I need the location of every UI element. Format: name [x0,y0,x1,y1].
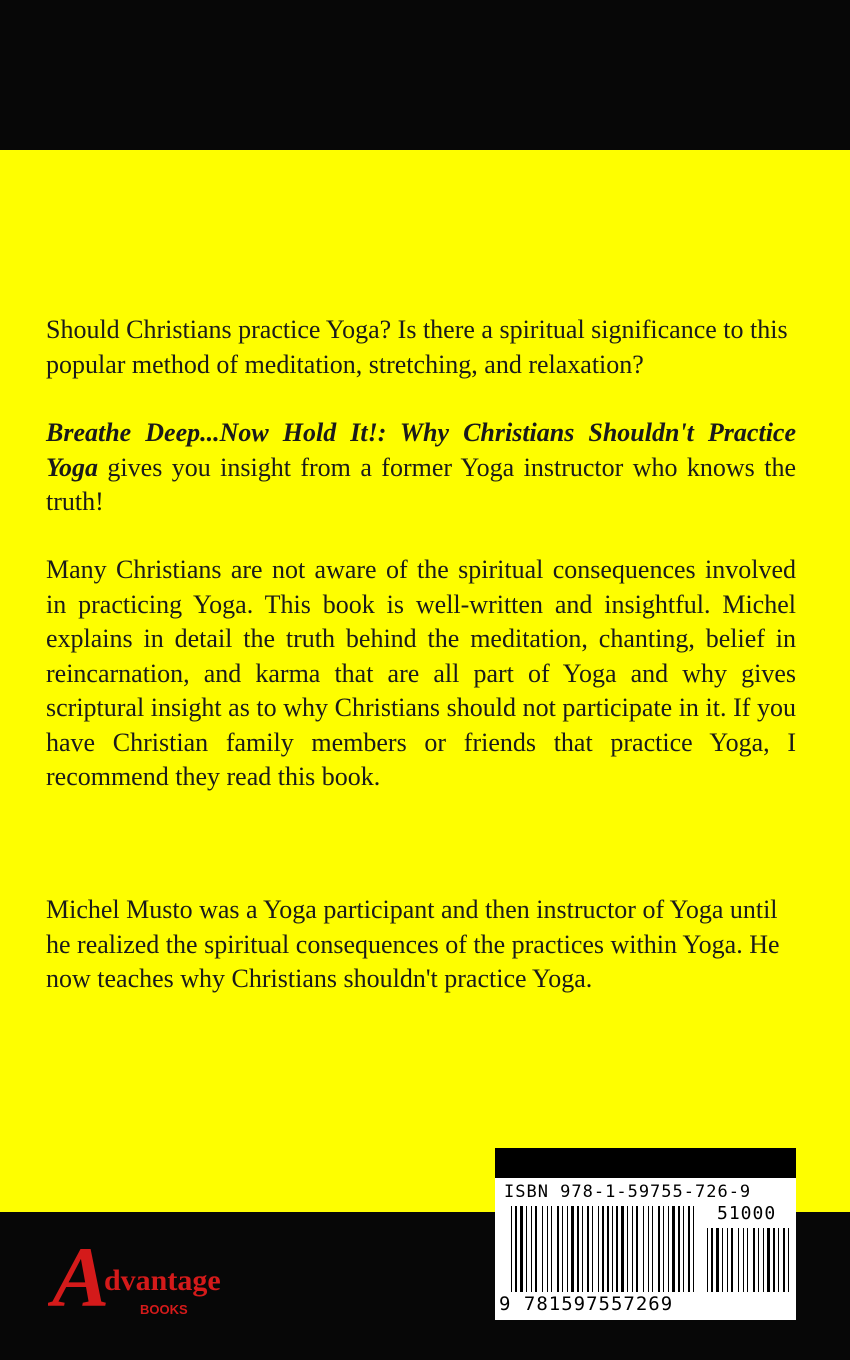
question-paragraph: Should Christians practice Yoga? Is there a spiritual significance to this popular method of meditation, stretching, and relaxation? [46,315,788,379]
barcode-bar [577,1206,579,1292]
top-black-band [0,0,850,150]
barcode-bar [547,1206,548,1292]
publisher-logo [48,1226,248,1320]
barcode-bar [722,1228,723,1292]
barcode-bar [531,1206,532,1292]
addon-barcode [707,1228,791,1292]
review-paragraph: Many Christians are not aware of the spiritual consequences involved in practicing Yoga. This book is well-written and insightful. Michel explains in detail the truth behind the meditation, chanting, belief in reincarnation, and karma that are all part of Yoga and why gives scriptural insight as to why Christians should not participate in it. If you have Christian family members or friends that practice Yoga, I recommend they read this book. [46,555,796,791]
barcode-bar [716,1228,719,1292]
barcode-bar [693,1206,694,1292]
barcode-bar [767,1228,770,1292]
barcode-bar [602,1206,604,1292]
price-code: 51000 [717,1203,777,1224]
barcode-bar [707,1228,708,1292]
logo-letter: A [52,1229,110,1320]
barcode-bar [668,1206,669,1292]
ean-first-digit: 9 [499,1293,512,1315]
barcode-bar [562,1206,563,1292]
barcode-bar [763,1228,764,1292]
isbn-label: ISBN 978-1-59755-726-9 [504,1182,752,1202]
barcode-bar [652,1206,653,1292]
barcode-bar [672,1206,675,1292]
barcode-bar [520,1206,523,1292]
ean-barcode [511,1206,699,1292]
barcode-bar [621,1206,624,1292]
barcode-top-bar [495,1148,796,1178]
barcode-bar [526,1206,527,1292]
barcode-bar [643,1206,644,1292]
barcode-bar [616,1206,618,1292]
barcode-bar [711,1228,713,1292]
barcode-bar [571,1206,574,1292]
barcode-bar [688,1206,690,1292]
logo-sub: BOOKS [140,1302,188,1317]
barcode-bar [648,1206,649,1292]
barcode-bar [636,1206,638,1292]
barcode-bar [567,1206,568,1292]
ean-right-group: 557269 [598,1293,674,1315]
barcode-bar [587,1206,589,1292]
barcode-bar [683,1206,684,1292]
ean-digits [499,1293,673,1315]
barcode-bar [607,1206,609,1292]
author-bio-paragraph: Michel Musto was a Yoga participant and then instructor of Yoga until he realized the spiritual consequences of the practices within Yoga. He now teaches why Christians shouldn't practice Yoga. [46,895,780,993]
barcode-bar [551,1206,552,1292]
barcode-bar [627,1206,628,1292]
barcode-bar [727,1228,728,1292]
barcode-bar [658,1206,660,1292]
barcode-bar [598,1206,599,1292]
logo-word: dvantage [104,1264,221,1297]
title-tail: gives you insight from a former Yoga instructor who knows the truth! [46,452,796,516]
barcode-box [495,1148,796,1320]
barcode-bar [663,1206,664,1292]
book-title: Breathe Deep...Now Hold It!: Why Christians Shouldn't Practice Yoga [46,418,796,482]
barcode-bar [747,1228,748,1292]
barcode-bar [632,1206,633,1292]
barcode-bar [731,1228,733,1292]
barcode-bar [678,1206,680,1292]
barcode-bar [515,1206,517,1292]
barcode-bar [542,1206,543,1292]
barcode-bar [758,1228,759,1292]
barcode-bar [778,1228,779,1292]
barcode-bar [753,1228,755,1292]
barcode-bar [783,1228,785,1292]
barcode-bar [582,1206,583,1292]
title-paragraph [46,416,796,520]
barcode-bar [511,1206,512,1292]
barcode-bar [738,1228,739,1292]
barcode-bar [592,1206,593,1292]
ean-left-group: 781597 [523,1293,599,1315]
barcode-bar [743,1228,744,1292]
barcode-bar [535,1206,537,1292]
barcode-bar [773,1228,775,1292]
barcode-bar [612,1206,613,1292]
barcode-bar [788,1228,789,1292]
barcode-bar [557,1206,559,1292]
